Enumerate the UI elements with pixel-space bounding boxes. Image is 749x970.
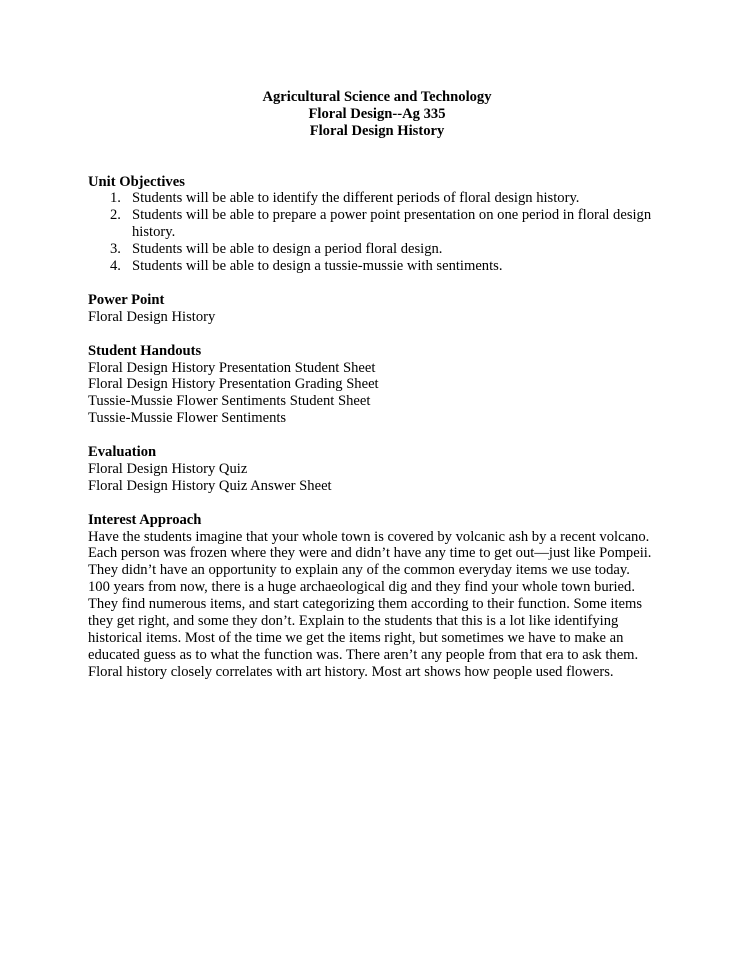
paragraph-line: Each person was frozen where they were and didn’t have any time to get out—just like Pompeii. bbox=[88, 545, 652, 562]
handout-item: Tussie-Mussie Flower Sentiments Student Sheet bbox=[88, 393, 371, 410]
handout-item: Floral Design History Presentation Student Sheet bbox=[88, 359, 376, 376]
title-block bbox=[86, 89, 668, 140]
paragraph-line: 100 years from now, there is a huge archaeological dig and they find your whole town buried. bbox=[88, 579, 635, 596]
evaluation-heading: Evaluation bbox=[88, 444, 157, 461]
course-program: Agricultural Science and Technology bbox=[262, 89, 492, 105]
unit-title: Floral Design History bbox=[309, 122, 445, 139]
objective-number: 4. bbox=[110, 258, 121, 275]
course-name: Floral Design--Ag 335 bbox=[308, 105, 446, 122]
unit-objectives-section bbox=[88, 174, 668, 275]
evaluation-section bbox=[88, 444, 668, 495]
interest-approach-paragraph bbox=[88, 529, 668, 681]
paragraph-line: They find numerous items, and start categorizing them according to their function. Some items bbox=[88, 596, 643, 613]
paragraph-line: educated guess as to what the function was. There aren’t any people from that era to ask them. bbox=[88, 646, 639, 663]
paragraph-line: They didn’t have an opportunity to explain any of the common everyday items we use today. bbox=[88, 562, 630, 579]
handout-item: Tussie-Mussie Flower Sentiments bbox=[88, 410, 287, 427]
objective-number: 2. bbox=[110, 207, 121, 224]
objective-text: Students will be able to prepare a power point presentation on one period in floral design bbox=[132, 207, 652, 224]
objective-item bbox=[88, 207, 668, 241]
document-page bbox=[88, 89, 668, 681]
power-point-item: Floral Design History bbox=[88, 308, 216, 325]
unit-objectives-heading: Unit Objectives bbox=[88, 173, 185, 190]
paragraph-line: Have the students imagine that your whole town is covered by volcanic ash by a recent volcano. bbox=[88, 528, 650, 545]
student-handouts-heading: Student Handouts bbox=[88, 342, 202, 359]
objective-text-continued: history. bbox=[132, 224, 176, 241]
objective-item bbox=[88, 241, 668, 258]
objective-text: Students will be able to design a period floral design. bbox=[132, 241, 443, 258]
interest-approach-section bbox=[88, 512, 668, 681]
evaluation-item: Floral Design History Quiz bbox=[88, 460, 248, 477]
objective-text: Students will be able to design a tussie-mussie with sentiments. bbox=[132, 258, 503, 275]
objective-item bbox=[88, 190, 668, 207]
paragraph-line: historical items. Most of the time we get the items right, but sometimes we have to make an bbox=[88, 629, 624, 646]
handout-item: Floral Design History Presentation Grading Sheet bbox=[88, 376, 379, 393]
objectives-list bbox=[88, 190, 668, 275]
paragraph-line: Floral history closely correlates with art history. Most art shows how people used flowers. bbox=[88, 663, 614, 680]
evaluation-item: Floral Design History Quiz Answer Sheet bbox=[88, 477, 332, 494]
student-handouts-section bbox=[88, 343, 668, 428]
objective-text: Students will be able to identify the different periods of floral design history. bbox=[132, 190, 580, 207]
objective-item bbox=[88, 258, 668, 275]
objective-number: 1. bbox=[110, 190, 121, 207]
interest-approach-heading: Interest Approach bbox=[88, 511, 202, 528]
power-point-section bbox=[88, 292, 668, 326]
paragraph-line: they get right, and some they don’t. Explain to the students that this is a lot like identifying bbox=[88, 613, 619, 630]
power-point-heading: Power Point bbox=[88, 291, 165, 308]
objective-number: 3. bbox=[110, 241, 121, 258]
